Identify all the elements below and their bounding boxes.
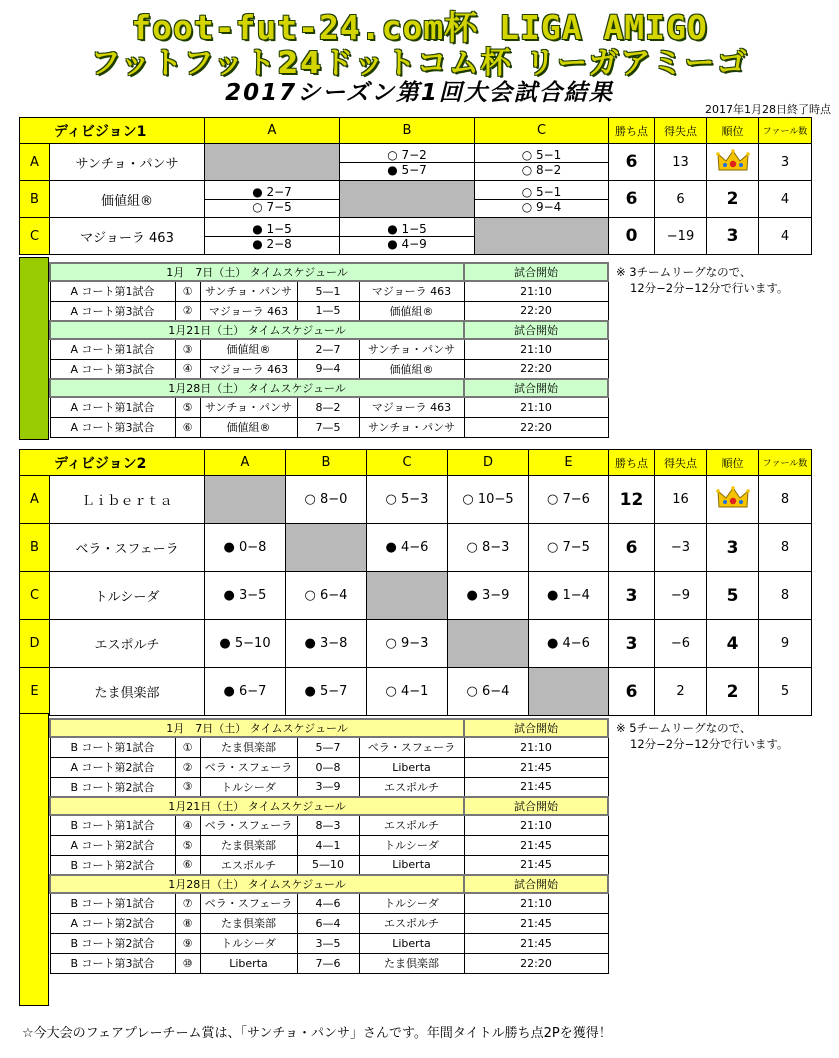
away-team: たま倶楽部 <box>359 953 464 973</box>
points-value: 12 <box>609 476 655 524</box>
points-value: 6 <box>609 181 655 218</box>
start-time: 21:45 <box>464 913 608 933</box>
away-team: 価値組® <box>359 301 464 321</box>
home-team: ベラ・スフェーラ <box>200 757 297 777</box>
points-value: 6 <box>609 668 655 716</box>
goal-difference-value: 13 <box>655 144 707 181</box>
score: 0—8 <box>297 757 359 777</box>
leg-result: ○ 5−1 <box>521 184 562 199</box>
match-result-cell <box>205 181 340 218</box>
rank-value: 3 <box>707 218 759 255</box>
away-team: サンチョ・パンサ <box>359 339 464 359</box>
leg-result: ○ 9−4 <box>475 199 608 214</box>
goal-difference-value: −3 <box>655 524 707 572</box>
schedule-row <box>50 815 608 835</box>
title-english: foot-fut-24.com杯 LIGA AMIGO <box>131 8 708 47</box>
match-result-cell <box>205 218 340 255</box>
start-time: 21:10 <box>464 339 608 359</box>
score: 4—6 <box>297 893 359 913</box>
team-name: 価値組® <box>50 181 205 218</box>
schedule-row <box>50 417 608 437</box>
table-row <box>20 524 812 572</box>
away-team: トルシーダ <box>359 893 464 913</box>
schedule-date: 1月 7日（土） タイムスケジュール <box>50 263 464 281</box>
division2-schedule-side-bar <box>19 713 49 1006</box>
court-game: B コート第2試合 <box>50 933 175 953</box>
stat-header: 勝ち点 <box>609 118 655 144</box>
stat-header: 得失点 <box>655 450 707 476</box>
game-number: ④ <box>175 815 200 835</box>
rank-first-place <box>707 144 759 181</box>
goal-difference-value: 2 <box>655 668 707 716</box>
rank-value: 2 <box>707 668 759 716</box>
court-game: A コート第3試合 <box>50 301 175 321</box>
home-team: マジョーラ 463 <box>200 359 297 379</box>
division2-note <box>616 720 788 752</box>
home-team: 価値組® <box>200 417 297 437</box>
match-result-cell: ● 0−8 <box>205 524 286 572</box>
match-result-cell: ○ 8−3 <box>448 524 529 572</box>
leg-result: ● 2−7 <box>252 184 292 199</box>
rank-value: 3 <box>707 524 759 572</box>
schedule-date: 1月28日（土） タイムスケジュール <box>50 379 464 397</box>
stat-header: 順位 <box>707 450 759 476</box>
schedule-row <box>50 893 608 913</box>
away-team: エスポルチ <box>359 815 464 835</box>
goal-difference-value: 6 <box>655 181 707 218</box>
court-game: B コート第1試合 <box>50 815 175 835</box>
court-game: B コート第2試合 <box>50 777 175 797</box>
match-result-cell: ● 4−6 <box>529 620 609 668</box>
schedule-row <box>50 953 608 973</box>
home-team: ベラ・スフェーラ <box>200 815 297 835</box>
goal-difference-value: 16 <box>655 476 707 524</box>
fair-play-footer: ☆今大会のフェアプレーチーム賞は、「サンチョ・パンサ」さんです。年間タイトル勝ち点2Pを獲得！ <box>22 1026 612 1041</box>
court-game: B コート第1試合 <box>50 737 175 757</box>
column-header-c: C <box>475 118 609 144</box>
column-header-b: B <box>340 118 475 144</box>
start-time: 21:10 <box>464 893 608 913</box>
start-time: 22:20 <box>464 953 608 973</box>
table-row <box>20 476 812 524</box>
score: 2—7 <box>297 339 359 359</box>
rank-first-place <box>707 476 759 524</box>
points-value: 6 <box>609 524 655 572</box>
away-team: エスポルチ <box>359 913 464 933</box>
schedule-row <box>50 757 608 777</box>
team-name: マジョーラ 463 <box>50 218 205 255</box>
division1-schedule-table <box>49 262 609 438</box>
match-result-cell: ○ 5−3 <box>367 476 448 524</box>
home-team: サンチョ・パンサ <box>200 281 297 301</box>
table-row <box>20 668 812 716</box>
leg-result: ○ 7−5 <box>205 199 339 214</box>
court-game: A コート第2試合 <box>50 835 175 855</box>
fouls-value: 8 <box>759 572 812 620</box>
start-time: 22:20 <box>464 301 608 321</box>
table-row <box>20 144 812 181</box>
column-header-a: A <box>205 118 340 144</box>
row-letter: A <box>20 476 50 524</box>
score: 3—9 <box>297 777 359 797</box>
home-team: トルシーダ <box>200 777 297 797</box>
note-line: 12分−2分−12分で行います。 <box>630 737 789 751</box>
score: 7—5 <box>297 417 359 437</box>
schedule-date: 1月28日（土） タイムスケジュール <box>50 875 464 893</box>
game-number: ② <box>175 757 200 777</box>
self-match-cell <box>205 476 286 524</box>
start-time-header: 試合開始 <box>464 321 608 339</box>
game-number: ③ <box>175 777 200 797</box>
game-number: ⑤ <box>175 397 200 417</box>
score: 1—5 <box>297 301 359 321</box>
court-game: B コート第2試合 <box>50 855 175 875</box>
game-number: ④ <box>175 359 200 379</box>
start-time-header: 試合開始 <box>464 797 608 815</box>
score: 6—4 <box>297 913 359 933</box>
title-katakana: フットフット24ドットコム杯 リーガアミーゴ <box>90 46 749 81</box>
game-number: ⑨ <box>175 933 200 953</box>
match-result-cell: ○ 7−5 <box>529 524 609 572</box>
game-number: ⑦ <box>175 893 200 913</box>
fouls-value: 4 <box>759 218 812 255</box>
note-line: 12分−2分−12分で行います。 <box>630 281 789 295</box>
schedule-date: 1月21日（土） タイムスケジュール <box>50 321 464 339</box>
score: 8—2 <box>297 397 359 417</box>
score: 5—7 <box>297 737 359 757</box>
column-header-e: E <box>529 450 609 476</box>
match-result-cell: ● 6−7 <box>205 668 286 716</box>
court-game: A コート第1試合 <box>50 397 175 417</box>
match-result-cell: ○ 8−0 <box>286 476 367 524</box>
stat-header: 得失点 <box>655 118 707 144</box>
game-number: ① <box>175 737 200 757</box>
points-value: 3 <box>609 620 655 668</box>
rank-value: 2 <box>707 181 759 218</box>
game-number: ⑩ <box>175 953 200 973</box>
note-line: ※ 5チームリーグなので、 <box>616 721 752 735</box>
self-match-cell <box>286 524 367 572</box>
away-team: サンチョ・パンサ <box>359 417 464 437</box>
team-name: トルシーダ <box>50 572 205 620</box>
schedule-day-header <box>50 321 608 339</box>
match-result-cell: ○ 7−6 <box>529 476 609 524</box>
rank-value: 5 <box>707 572 759 620</box>
division1-standings-table <box>19 117 812 255</box>
match-result-cell: ○ 10−5 <box>448 476 529 524</box>
schedule-row <box>50 855 608 875</box>
self-match-cell <box>367 572 448 620</box>
schedule-row <box>50 777 608 797</box>
court-game: A コート第1試合 <box>50 281 175 301</box>
self-match-cell <box>529 668 609 716</box>
stat-header: ファール数 <box>759 118 812 144</box>
row-letter: C <box>20 572 50 620</box>
home-team: たま倶楽部 <box>200 737 297 757</box>
row-letter: C <box>20 218 50 255</box>
leg-result: ● 5−7 <box>340 162 474 177</box>
stat-header: 順位 <box>707 118 759 144</box>
start-time: 21:45 <box>464 777 608 797</box>
fouls-value: 4 <box>759 181 812 218</box>
note-line: ※ 3チームリーグなので、 <box>616 265 752 279</box>
start-time: 21:10 <box>464 815 608 835</box>
fouls-value: 3 <box>759 144 812 181</box>
game-number: ⑥ <box>175 855 200 875</box>
start-time-header: 試合開始 <box>464 719 608 737</box>
start-time: 22:20 <box>464 359 608 379</box>
match-result-cell: ● 3−9 <box>448 572 529 620</box>
schedule-row <box>50 913 608 933</box>
game-number: ② <box>175 301 200 321</box>
leg-result: ● 1−5 <box>252 221 292 236</box>
court-game: B コート第3試合 <box>50 953 175 973</box>
team-name: エスポルチ <box>50 620 205 668</box>
match-result-cell: ○ 6−4 <box>286 572 367 620</box>
table-row <box>20 181 812 218</box>
match-result-cell: ● 5−7 <box>286 668 367 716</box>
schedule-date: 1月21日（土） タイムスケジュール <box>50 797 464 815</box>
match-result-cell: ● 1−4 <box>529 572 609 620</box>
table-row <box>20 218 812 255</box>
column-header-d: D <box>448 450 529 476</box>
home-team: 価値組® <box>200 339 297 359</box>
start-time: 21:45 <box>464 855 608 875</box>
away-team: トルシーダ <box>359 835 464 855</box>
row-letter: D <box>20 620 50 668</box>
fouls-value: 5 <box>759 668 812 716</box>
away-team: ベラ・スフェーラ <box>359 737 464 757</box>
court-game: A コート第2試合 <box>50 757 175 777</box>
division1-schedule-side-bar <box>19 257 49 440</box>
away-team: マジョーラ 463 <box>359 281 464 301</box>
away-team: エスポルチ <box>359 777 464 797</box>
team-name: ベラ・スフェーラ <box>50 524 205 572</box>
start-time: 21:10 <box>464 397 608 417</box>
home-team: トルシーダ <box>200 933 297 953</box>
match-result-cell <box>340 144 475 181</box>
row-letter: A <box>20 144 50 181</box>
schedule-row <box>50 301 608 321</box>
match-result-cell <box>475 144 609 181</box>
row-letter: B <box>20 181 50 218</box>
fouls-value: 9 <box>759 620 812 668</box>
start-time: 21:45 <box>464 933 608 953</box>
home-team: たま倶楽部 <box>200 913 297 933</box>
schedule-row <box>50 397 608 417</box>
away-team: Liberta <box>359 933 464 953</box>
division2-standings-table <box>19 449 812 716</box>
division-title: ディビジョン1 <box>20 118 205 144</box>
start-time-header: 試合開始 <box>464 875 608 893</box>
column-header-a: A <box>205 450 286 476</box>
start-time: 21:10 <box>464 737 608 757</box>
schedule-row <box>50 359 608 379</box>
leg-result: ● 4−9 <box>340 236 474 251</box>
game-number: ⑧ <box>175 913 200 933</box>
schedule-row <box>50 339 608 359</box>
court-game: B コート第1試合 <box>50 893 175 913</box>
division2-schedule-table <box>49 718 609 974</box>
goal-difference-value: −19 <box>655 218 707 255</box>
self-match-cell <box>340 181 475 218</box>
start-time: 22:20 <box>464 417 608 437</box>
home-team: エスポルチ <box>200 855 297 875</box>
score: 5—10 <box>297 855 359 875</box>
court-game: A コート第2試合 <box>50 913 175 933</box>
start-time: 21:10 <box>464 281 608 301</box>
title-results: 2017シーズン第1回大会試合結果 <box>225 80 614 106</box>
score: 9—4 <box>297 359 359 379</box>
self-match-cell <box>205 144 340 181</box>
match-result-cell <box>340 218 475 255</box>
court-game: A コート第1試合 <box>50 339 175 359</box>
home-team: マジョーラ 463 <box>200 301 297 321</box>
goal-difference-value: −6 <box>655 620 707 668</box>
home-team: たま倶楽部 <box>200 835 297 855</box>
start-time: 21:45 <box>464 757 608 777</box>
schedule-row <box>50 835 608 855</box>
score: 7—6 <box>297 953 359 973</box>
leg-result: ○ 7−2 <box>387 147 427 162</box>
table-row <box>20 620 812 668</box>
score: 5—1 <box>297 281 359 301</box>
leg-result: ● 1−5 <box>387 221 427 236</box>
start-time-header: 試合開始 <box>464 379 608 397</box>
points-value: 3 <box>609 572 655 620</box>
row-letter: E <box>20 668 50 716</box>
self-match-cell <box>475 218 609 255</box>
schedule-day-header <box>50 379 608 397</box>
fouls-value: 8 <box>759 476 812 524</box>
rank-value: 4 <box>707 620 759 668</box>
crown-icon <box>716 148 750 174</box>
division1-note <box>616 264 788 296</box>
schedule-day-header <box>50 875 608 893</box>
away-team: マジョーラ 463 <box>359 397 464 417</box>
schedule-day-header <box>50 263 608 281</box>
match-result-cell: ○ 9−3 <box>367 620 448 668</box>
crown-icon <box>716 485 750 511</box>
points-value: 0 <box>609 218 655 255</box>
home-team: ベラ・スフェーラ <box>200 893 297 913</box>
home-team: サンチョ・パンサ <box>200 397 297 417</box>
court-game: A コート第3試合 <box>50 417 175 437</box>
score: 3—5 <box>297 933 359 953</box>
match-result-cell: ● 4−6 <box>367 524 448 572</box>
match-result-cell: ● 3−5 <box>205 572 286 620</box>
match-result-cell: ○ 4−1 <box>367 668 448 716</box>
court-game: A コート第3試合 <box>50 359 175 379</box>
goal-difference-value: −9 <box>655 572 707 620</box>
team-name: サンチョ・パンサ <box>50 144 205 181</box>
match-result-cell <box>475 181 609 218</box>
game-number: ③ <box>175 339 200 359</box>
as-of-date: 2017年1月28日終了時点 <box>705 103 831 116</box>
schedule-date: 1月 7日（土） タイムスケジュール <box>50 719 464 737</box>
home-team: Liberta <box>200 953 297 973</box>
leg-result: ○ 8−2 <box>475 162 608 177</box>
self-match-cell <box>448 620 529 668</box>
away-team: Liberta <box>359 757 464 777</box>
schedule-day-header <box>50 797 608 815</box>
stat-header: ファール数 <box>759 450 812 476</box>
score: 8—3 <box>297 815 359 835</box>
match-result-cell: ● 3−8 <box>286 620 367 668</box>
team-name: Ｌｉｂｅｒｔａ <box>50 476 205 524</box>
column-header-c: C <box>367 450 448 476</box>
away-team: 価値組® <box>359 359 464 379</box>
table-row <box>20 572 812 620</box>
schedule-day-header <box>50 719 608 737</box>
stat-header: 勝ち点 <box>609 450 655 476</box>
team-name: たま倶楽部 <box>50 668 205 716</box>
score: 4—1 <box>297 835 359 855</box>
game-number: ⑥ <box>175 417 200 437</box>
game-number: ⑤ <box>175 835 200 855</box>
away-team: Liberta <box>359 855 464 875</box>
row-letter: B <box>20 524 50 572</box>
leg-result: ○ 5−1 <box>521 147 562 162</box>
division-title: ディビジョン2 <box>20 450 205 476</box>
game-number: ① <box>175 281 200 301</box>
leg-result: ● 2−8 <box>205 236 339 251</box>
column-header-b: B <box>286 450 367 476</box>
match-result-cell: ● 5−10 <box>205 620 286 668</box>
start-time: 21:45 <box>464 835 608 855</box>
schedule-row <box>50 737 608 757</box>
schedule-row <box>50 933 608 953</box>
match-result-cell: ○ 6−4 <box>448 668 529 716</box>
points-value: 6 <box>609 144 655 181</box>
start-time-header: 試合開始 <box>464 263 608 281</box>
schedule-row <box>50 281 608 301</box>
fouls-value: 8 <box>759 524 812 572</box>
